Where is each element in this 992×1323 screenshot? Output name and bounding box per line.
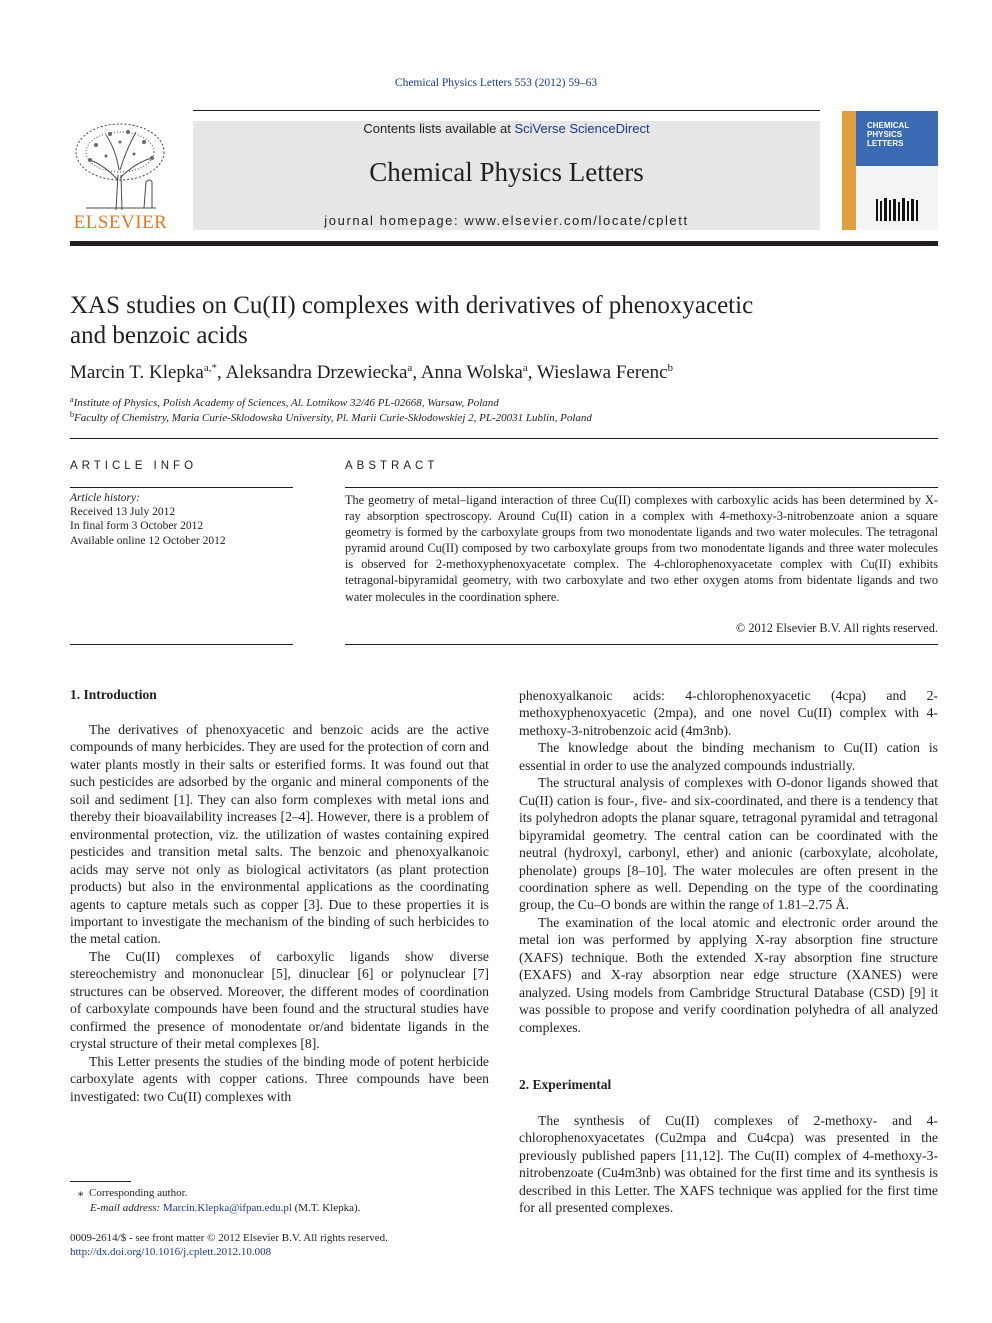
author-affiliation-marker[interactable]: a	[522, 362, 528, 374]
email-link[interactable]: Marcin.Klepka@ifpan.edu.pl	[162, 1202, 292, 1214]
doi-link[interactable]: http://dx.doi.org/10.1016/j.cplett.2012.10.008	[70, 1246, 272, 1258]
article-info-heading: ARTICLE INFO	[70, 460, 198, 472]
elsevier-logo-text: ELSEVIER	[73, 212, 168, 233]
received-date: Received 13 July 2012	[70, 506, 176, 519]
paragraph: The knowledge about the binding mechanism to Cu(II) cation is essential in order to use the analyzed compounds industrially.	[519, 740, 938, 773]
journal-name: Chemical Physics Letters	[369, 157, 644, 187]
section-heading-experimental: 2. Experimental	[519, 1077, 612, 1092]
footnote-corresponding: ⁎ Corresponding author.	[78, 1187, 188, 1199]
right-column-body	[519, 687, 938, 1036]
affiliation-b: $^b$Faculty of Chemistry, Maria Curie-Sklodowska University, Pl. Marii Curie-Skłodowskiej 2, PL-20031 Lublin, Poland	[70, 410, 592, 424]
paragraph: The derivatives of phenoxyacetic and benzoic acids are the active compounds of many herbicides. They are used for the protection of corn and water plants mostly in their salts or esterified forms. It was found out that such pesticides are adsorbed by the organic and mineral components of the soil and sediment [1]. They can also form complexes with metal ions and thereby their bioavailability increases [2–4]. However, there is a problem of environmental protection, viz. the utilization of wastes containing expired pesticides and transition metal salts. The benzoic and phenoxyalkanoic acids may serve not only as biological activitators (as plant protection products) but also in the environmental applications as the coordinating agents to capture metals such as copper [3]. Due to these properties it is important to investigate the mechanism of the binding of such herbicides to the metal cation.	[70, 722, 489, 947]
final-form-date: In final form 3 October 2012	[70, 520, 204, 533]
contents-prefix: Contents lists available at	[363, 121, 515, 136]
article-history	[70, 491, 226, 548]
experimental-body	[519, 1112, 938, 1217]
abstract-heading: ABSTRACT	[345, 460, 439, 472]
paragraph: phenoxyalkanoic acids: 4-chlorophenoxyacetic (4cpa) and 2-methoxyphenoxyacetic (2mpa), and one novel Cu(II) complex with 4-methoxy-3-nitrobenzoic acid (4m3nb).	[519, 688, 938, 738]
abstract-copyright: © 2012 Elsevier B.V. All rights reserved.	[735, 621, 938, 635]
journal-reference[interactable]: Chemical Physics Letters 553 (2012) 59–63	[394, 77, 598, 89]
paragraph: The examination of the local atomic and electronic order around the metal ion was performed by applying X-ray absorption fine structure (XAFS) technique. Both the extended X-ray absorption fine structure (EXAFS) and X-ray absorption near edge structure (XANES) were analyzed. Using models from Cambridge Structural Database (CSD) [9] it was possible to propose and verify coordination polyhedra of all analyzed complexes.	[519, 914, 938, 1035]
article-title: XAS studies on Cu(II) complexes with derivatives of phenoxyacetic and benzoic acids	[70, 292, 754, 349]
author-affiliation-marker[interactable]: a	[407, 362, 413, 374]
divider	[345, 644, 938, 645]
sciencedirect-link[interactable]: SciVerse ScienceDirect	[514, 121, 650, 136]
footnote-email: E-mail address: Marcin.Klepka@ifpan.edu.pl (M.T. Klepka).	[90, 1202, 361, 1214]
cover-title: CHEMICAL PHYSICS LETTERS	[867, 121, 910, 148]
journal-cover	[842, 111, 938, 230]
footnote-rule	[70, 1181, 131, 1182]
affiliation-a: $^a$Institute of Physics, Polish Academy of Sciences, Al. Lotnikow 32/46 PL-02668, Warsaw, Poland	[70, 395, 499, 409]
divider	[70, 438, 938, 439]
author-name: Aleksandra Drzewiecka	[225, 362, 408, 383]
history-label: Article history:	[70, 492, 140, 504]
cover-spectrum-icon	[875, 196, 921, 222]
section-heading-introduction: 1. Introduction	[70, 687, 157, 702]
divider	[345, 487, 938, 488]
author-name: Anna Wolska	[420, 362, 523, 383]
introduction-body	[70, 721, 489, 1105]
paragraph: The structural analysis of complexes with O-donor ligands showed that Cu(II) cation is four-, five- and six-coordinated, and there is a tendency that its polyhedron adopts the planar square, tetragonal pyramidal and tetragonal bipyramidal geometry. The central cation can be coordinated with the neutral (hydroxyl, carbonyl, ether) and anionic (carboxylate, alcoholate, phenolate) groups [8–10]. The water molecules are often present in the coordination sphere as well. Depending on the type of the coordinating group, the Cu–O bonds are within the range of 1.81–2.75 Å.	[519, 775, 938, 913]
header-thick-rule	[70, 241, 938, 246]
author-affiliation-marker[interactable]: b	[667, 362, 674, 374]
paragraph: This Letter presents the studies of the binding mode of potent herbicide carboxylate agents with copper cations. Three compounds have been investigated: two Cu(II) complexes with	[70, 1053, 489, 1104]
header-top-rule	[193, 110, 820, 111]
author-affiliation-marker[interactable]: a,*	[203, 362, 217, 374]
author-list: Marcin T. Klepka$^{a,*}$, Aleksandra Drzewiecka$^a$, Anna Wolska$^a$, Wieslawa Ferenc$^b$	[70, 362, 674, 383]
divider	[70, 487, 293, 488]
abstract-text: The geometry of metal–ligand interaction of three Cu(II) complexes with carboxylic acids has been determined by X-ray absorption spectroscopy. Around Cu(II) cation in a complex with 4-methoxy-3-nitrobenzoate anion a square geometry is formed by the carboxylate groups from two monodentate ligands and two water molecules. The tetragonal pyramid around Cu(II) composed by two carboxylate groups from two monodentate ligands and three water molecules is observed for 2-methoxyphenoxyacetate complex. The 4-chlorophenoxyacetate complex with Cu(II) exhibits tetragonal-bipyramidal geometry, with two carboxylate and two ether oxygen atoms from bidentate ligands and two water molecules in the coordination sphere.	[345, 493, 938, 604]
author-name: Wieslawa Ferenc	[536, 362, 668, 383]
paragraph: The Cu(II) complexes of carboxylic ligands show diverse stereochemistry and mononuclear [5], dinuclear [6] or polynuclear [7] structures can be observed. Moreover, the different modes of coordination of carboxylate compounds have been found and the structural studies have confirmed the presence of monodentate or/and bidentate ligands in the crystal structure of their metal complexes [8].	[70, 948, 489, 1052]
available-date: Available online 12 October 2012	[70, 534, 226, 547]
issn-line: 0009-2614/$ - see front matter © 2012 Elsevier B.V. All rights reserved.	[70, 1232, 388, 1244]
journal-homepage[interactable]: journal homepage: www.elsevier.com/locate/cplett	[324, 213, 689, 228]
paragraph: The synthesis of Cu(II) complexes of 2-methoxy- and 4-chlorophenoxyacetates (Cu2mpa and Cu4cpa) was presented in the previously published papers [11,12]. The Cu(II) complex of 4-methoxy-3-nitrobenzoate (Cu4m3nb) was obtained for the first time and its synthesis is described in this Letter. The XAFS technique was applied for the first time for all presented complexes.	[519, 1113, 938, 1216]
divider	[70, 644, 293, 645]
contents-line	[193, 121, 820, 136]
author-name: Marcin T. Klepka	[70, 362, 204, 383]
